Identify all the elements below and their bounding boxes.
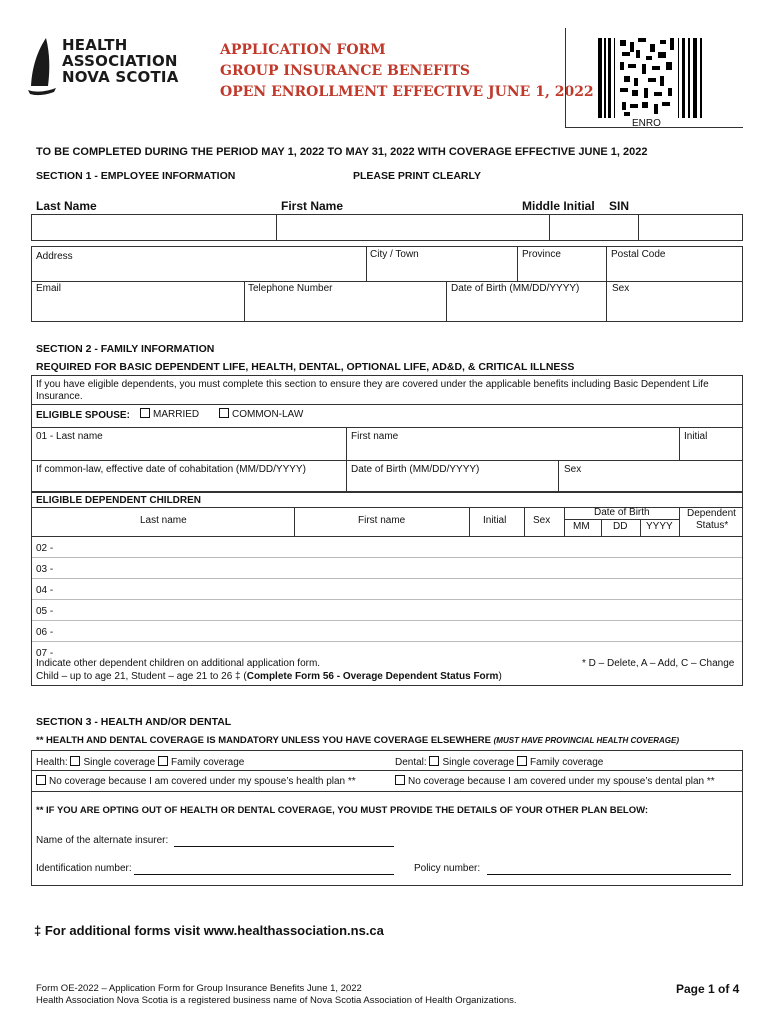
mandatory-italic: (MUST HAVE PROVINCIAL HEALTH COVERAGE) [493, 736, 679, 745]
health-label-text: Health: [36, 757, 68, 768]
dental-single-label: Single coverage [442, 757, 515, 768]
checkbox-icon [219, 408, 229, 418]
status-note: * D – Delete, A – Add, C – Change [582, 658, 735, 669]
col-dob: Date of Birth [594, 507, 650, 518]
section2-heading: SECTION 2 - FAMILY INFORMATION [36, 343, 215, 355]
logo-line2: ASSOCIATION [62, 52, 178, 70]
health-single-label: Single coverage [83, 757, 156, 768]
col-yyyy: YYYY [646, 521, 673, 532]
dental-single-checkbox[interactable] [429, 757, 514, 768]
health-single-checkbox[interactable] [70, 757, 155, 768]
telephone-input[interactable]: Telephone Number [248, 283, 333, 294]
last-name-label: Last Name [36, 199, 97, 213]
employee-address-block [31, 246, 743, 322]
child-row-04[interactable]: 04 - [36, 585, 54, 596]
col-status: Status* [696, 520, 729, 531]
health-family-label: Family coverage [170, 757, 245, 768]
address-input[interactable]: Address [36, 251, 73, 262]
section3-heading: SECTION 3 - HEALTH AND/OR DENTAL [36, 716, 232, 728]
checkbox-icon [429, 756, 439, 766]
additional-forms-link[interactable]: ‡ For additional forms visit www.healthassociation.ns.ca [34, 923, 384, 938]
mandatory-text: ** HEALTH AND DENTAL COVERAGE IS MANDATORY UNLESS YOU HAVE COVERAGE ELSEWHERE [36, 735, 491, 746]
period-note: TO BE COMPLETED DURING THE PERIOD MAY 1, 2022 TO MAY 31, 2022 WITH COVERAGE EFFECTIVE JUNE 1, 2022 [36, 146, 648, 158]
common-law-checkbox[interactable] [219, 408, 303, 420]
checkbox-icon [158, 756, 168, 766]
no-health-label: No coverage because I am covered under my spouse’s health plan ** [49, 776, 356, 787]
email-input[interactable]: Email [36, 283, 62, 294]
section2-subheading: REQUIRED FOR BASIC DEPENDENT LIFE, HEALTH, DENTAL, OPTIONAL LIFE, AD&D, & CRITICAL ILLNESS [36, 361, 575, 373]
insurer-input[interactable] [174, 846, 394, 847]
child-row-05[interactable]: 05 - [36, 606, 54, 617]
health-label [36, 756, 244, 768]
spouse-first-name-input[interactable]: First name [351, 431, 399, 442]
children-label: ELIGIBLE DEPENDENT CHILDREN [36, 495, 202, 506]
dob-input[interactable]: Date of Birth (MM/DD/YYYY) [451, 283, 580, 294]
footer-line2: Health Association Nova Scotia is a registered business name of Nova Scotia Association of Health Organizations. [36, 995, 517, 1006]
id-number-input[interactable] [134, 874, 394, 875]
barcode-box [565, 28, 743, 128]
sailboat-icon [28, 36, 58, 98]
checkbox-icon [70, 756, 80, 766]
child-row-07[interactable]: 07 - [36, 648, 54, 659]
city-input[interactable]: City / Town [370, 249, 419, 260]
first-name-label: First Name [281, 199, 344, 213]
policy-number-label: Policy number: [414, 863, 481, 874]
married-checkbox[interactable] [140, 408, 199, 420]
sin-input[interactable] [639, 215, 743, 240]
print-clearly-note: PLEASE PRINT CLEARLY [353, 170, 481, 182]
insurer-label: Name of the alternate insurer: [36, 835, 169, 846]
dental-label [395, 756, 603, 768]
age-note-close: ) [498, 671, 502, 682]
spouse-last-name-input[interactable]: 01 - Last name [36, 431, 103, 442]
col-dd: DD [613, 521, 628, 532]
sex-input[interactable]: Sex [612, 283, 630, 294]
mandatory-note [36, 735, 679, 746]
dental-family-checkbox[interactable] [517, 757, 603, 768]
col-initial: Initial [483, 515, 507, 526]
col-dependent: Dependent [687, 508, 736, 519]
spouse-initial-input[interactable]: Initial [684, 431, 708, 442]
id-number-label: Identification number: [36, 863, 132, 874]
middle-initial-input[interactable] [550, 215, 638, 240]
child-row-03[interactable]: 03 - [36, 564, 54, 575]
married-label: MARRIED [153, 409, 200, 420]
last-name-input[interactable] [32, 215, 276, 240]
checkbox-icon [140, 408, 150, 418]
checkbox-icon [36, 775, 46, 785]
barcode-icon [598, 38, 708, 118]
policy-number-input[interactable] [487, 874, 731, 875]
section2-intro: If you have eligible dependents, you must complete this section to ensure they are covered under the applicable benefits including Basic Dependent Life Insurance. [36, 379, 709, 402]
col-last-name: Last name [140, 515, 187, 526]
checkbox-icon [395, 775, 405, 785]
employee-name-row [31, 214, 743, 241]
spouse-sex-input[interactable]: Sex [564, 464, 582, 475]
spouse-label: ELIGIBLE SPOUSE: [36, 410, 130, 421]
form56-note: Complete Form 56 - Overage Dependent Status Form [246, 671, 499, 682]
spouse-dob-input[interactable]: Date of Birth (MM/DD/YYYY) [351, 464, 480, 475]
dental-family-label: Family coverage [529, 757, 604, 768]
form-title [220, 40, 594, 103]
age-note-text: Child – up to age 21, Student – age 21 to 26 ‡ ( [36, 671, 247, 682]
no-dental-label: No coverage because I am covered under my spouse’s dental plan ** [408, 776, 715, 787]
logo [28, 36, 198, 98]
child-row-06[interactable]: 06 - [36, 627, 54, 638]
coverage-block [31, 750, 743, 886]
checkbox-icon [517, 756, 527, 766]
opt-out-note: ** IF YOU ARE OPTING OUT OF HEALTH OR DENTAL COVERAGE, YOU MUST PROVIDE THE DETAILS OF YOUR OTHER PLAN BELOW: [36, 805, 649, 816]
title-line3: OPEN ENROLLMENT EFFECTIVE JUNE 1, 2022 [220, 84, 594, 100]
sin-label: SIN [609, 199, 630, 213]
common-law-label: COMMON-LAW [232, 409, 304, 420]
barcode-label: ENRO [632, 118, 661, 129]
spouse-cohab-input[interactable]: If common-law, effective date of cohabitation (MM/DD/YYYY) [36, 464, 306, 475]
postal-code-input[interactable]: Postal Code [611, 249, 666, 260]
section1-heading: SECTION 1 - EMPLOYEE INFORMATION [36, 170, 236, 182]
col-sex: Sex [533, 515, 551, 526]
children-note: Indicate other dependent children on additional application form. [36, 658, 321, 669]
title-line1: APPLICATION FORM [220, 42, 386, 58]
first-name-input[interactable] [277, 215, 549, 240]
col-mm: MM [573, 521, 590, 532]
footer-line1: Form OE-2022 – Application Form for Group Insurance Benefits June 1, 2022 [36, 983, 362, 994]
no-dental-checkbox[interactable] [395, 775, 715, 787]
logo-line3: NOVA SCOTIA [62, 68, 179, 86]
child-row-02[interactable]: 02 - [36, 543, 54, 554]
spouse-block [31, 375, 743, 492]
middle-initial-label: Middle Initial [522, 199, 595, 213]
logo-line1: HEALTH [62, 36, 128, 54]
dental-label-text: Dental: [395, 757, 427, 768]
health-family-checkbox[interactable] [158, 757, 244, 768]
no-health-checkbox[interactable] [36, 775, 356, 787]
children-table [31, 492, 743, 686]
col-first-name: First name [358, 515, 406, 526]
title-line2: GROUP INSURANCE BENEFITS [220, 63, 471, 79]
age-note [36, 671, 502, 682]
page-number: Page 1 of 4 [676, 982, 740, 996]
province-input[interactable]: Province [522, 249, 561, 260]
